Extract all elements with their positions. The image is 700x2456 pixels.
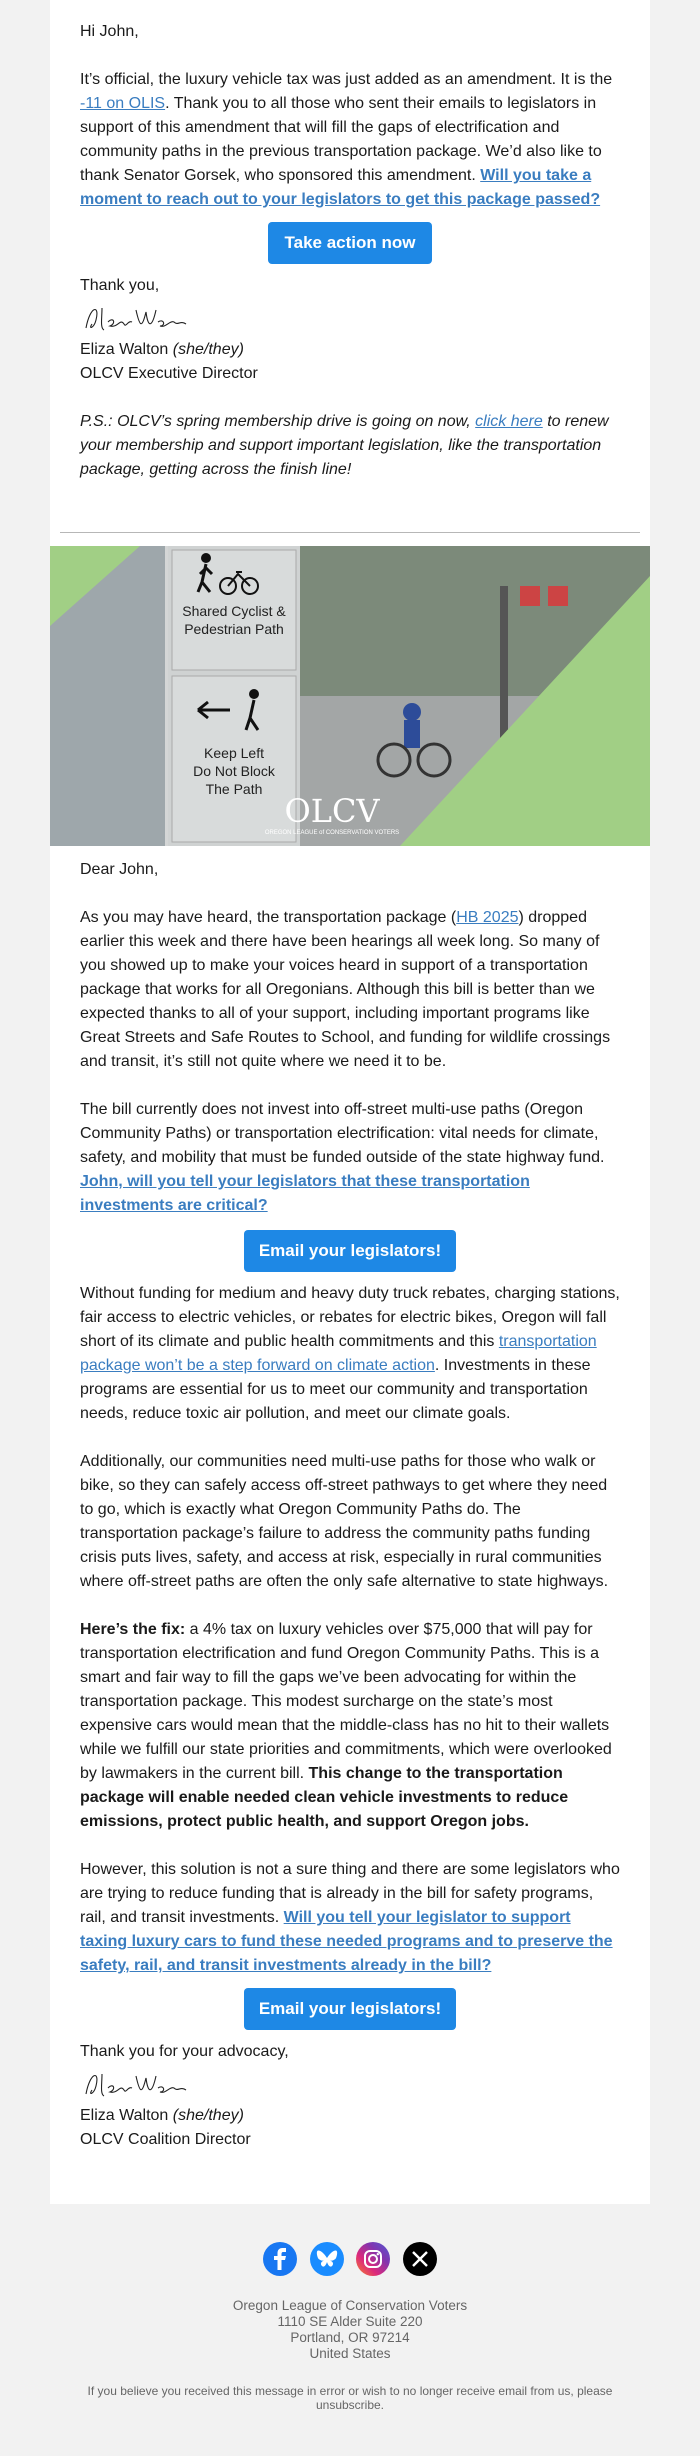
svg-text:The Path: The Path [205, 781, 263, 797]
olcv-logo: OLCV [284, 792, 380, 830]
ps-paragraph: P.S.: OLCV’s spring membership drive is going on now, click here to renew your membership and support important legislation, like the transportation package, getting across the finish line! [80, 413, 609, 478]
svg-text:Keep Left: Keep Left [204, 745, 264, 761]
support-tax-link[interactable]: Will you tell your legislator to support taxing luxury cars to fund these needed programs and to preserve the safety, rail, and transit investments already in the bill? [80, 1909, 613, 1974]
signer-name: Eliza Walton [80, 341, 169, 358]
climate-action-link[interactable]: transportation package won’t be a step forward on climate action [80, 1333, 597, 1374]
address-street: 1110 SE Alder Suite 220 [277, 2314, 423, 2329]
olis-link[interactable]: -11 on OLIS [80, 95, 166, 112]
membership-link[interactable]: click here [475, 413, 543, 430]
amendment-paragraph: It’s official, the luxury vehicle tax was just added as an amendment. It is the -11 on OLIS. Thank you to all those who sent their emails to legislators in support of this amendment that will fill the gaps of electrification and community paths in the previous transportation package. We’d also like to thank Senator Gorsek, who sponsored this amendment. Will you take a moment to reach out to your legislators to get this package passed? [80, 71, 613, 208]
svg-text:Do Not Block: Do Not Block [193, 763, 275, 779]
unsubscribe-text[interactable]: If you believe you received this message in error or wish to no longer receive email from us, please unsubscribe. [87, 2384, 613, 2412]
hero-illustration [50, 546, 650, 846]
signer-line [80, 2104, 620, 2128]
greeting: Hi John, [80, 23, 139, 40]
org-name: Oregon League of Conservation Voters [232, 2298, 468, 2313]
signer-name: Eliza Walton [80, 2107, 169, 2124]
tell-legislators-link[interactable]: John, will you tell your legislators that these transportation investments are critical? [80, 1173, 530, 1214]
reach-out-link[interactable]: Will you take a moment to reach out to your legislators to get this package passed? [80, 167, 601, 208]
address-country: United States [309, 2346, 391, 2361]
svg-text:Shared Cyclist &: Shared Cyclist & [182, 603, 286, 619]
signature-image [80, 298, 200, 338]
svg-text:Pedestrian Path: Pedestrian Path [184, 621, 284, 637]
solution-paragraph: However, this solution is not a sure thing and there are some legislators who are trying to reduce funding that is already in the bill for safety programs, rail, and transit investments. Will you tell your legislator to support taxing luxury cars to fund these needed programs and to preserve the safety, rail, and transit investments already in the bill? [80, 1861, 620, 1974]
fix-paragraph: Here’s the fix: a 4% tax on luxury vehicles over $75,000 that will pay for transportation electrification and fund Oregon Community Paths. This is a smart and fair way to fill the gaps we’ve been advocating for within the transportation package. This modest surcharge on the state’s most expensive cars would mean that the middle-class has no hit to their wallets while we fulfill our state priorities and commitments, which were overlooked by lawmakers in the current bill. This change to the transportation package will enable needed clean vehicle investments to reduce emissions, protect public health, and support Oregon jobs. [80, 1621, 612, 1830]
facebook-icon[interactable] [263, 2242, 297, 2276]
signature-image [80, 2064, 200, 2104]
divider [60, 532, 640, 533]
hero-image [50, 546, 650, 846]
address-city: Portland, OR 97214 [290, 2330, 410, 2345]
signer-pronouns: (she/they) [172, 341, 244, 358]
x-icon[interactable] [403, 2242, 437, 2276]
instagram-icon[interactable] [356, 2242, 390, 2276]
svg-text:OREGON LEAGUE of CONSERVATION: OREGON LEAGUE of CONSERVATION VOTERS [264, 830, 400, 836]
email-legislators-button-2[interactable]: Email your legislators! [244, 1988, 456, 2030]
hb2025-link[interactable]: HB 2025 [456, 909, 519, 926]
email-card-transportation [50, 536, 650, 2204]
package-paragraph: As you may have heard, the transportation package (HB 2025) dropped earlier this week and there have been hearings all week long. So many of you showed up to make your voices heard in support of a transportation package that works for all Oregonians. Although this bill is better than we expected thanks to all of your support, including important programs like Great Streets and Safe Routes to School, and funding for wildlife crossings and transit, it’s still not quite where we need it to be. [80, 909, 611, 1070]
thank-you-text: Thank you for your advocacy, [80, 2043, 289, 2060]
paths-paragraph: The bill currently does not invest into off-street multi-use paths (Oregon Community Paths) or transportation electrification: vital needs for climate, safety, and mobility that must be funded outside of the state highway fund. John, will you tell your legislators that these transportation investments are critical? [80, 1101, 605, 1214]
signer-pronouns: (she/they) [172, 2107, 244, 2124]
social-links [263, 2242, 437, 2278]
thank-you-text: Thank you, [80, 277, 160, 294]
bluesky-icon[interactable] [310, 2242, 344, 2276]
footer-address [0, 2298, 700, 2362]
climate-paragraph: Without funding for medium and heavy duty truck rebates, charging stations, fair access to electric vehicles, or rebates for electric bikes, Oregon will fall short of its climate and public health commitments and this transportation package won’t be a step forward on climate action. Investments in these programs are essential for us to meet our community and transportation needs, reduce toxic air pollution, and meet our climate goals. [80, 1285, 620, 1422]
email-legislators-button[interactable]: Email your legislators! [244, 1230, 456, 1272]
email-card-update [50, 0, 650, 536]
community-paths-paragraph: Additionally, our communities need multi-use paths for those who walk or bike, so they can safely access off-street pathways to get where they need to go, which is exactly what Oregon Community Paths do. The transportation package’s failure to address the community paths funding crisis puts lives, safety, and access at risk, especially in rural communities where off-street paths are often the only safe alternative to state highways. [80, 1453, 609, 1590]
signer-title: OLCV Executive Director [80, 365, 258, 382]
signer-title: OLCV Coalition Director [80, 2131, 251, 2148]
greeting: Dear John, [80, 861, 159, 878]
signer-line [80, 338, 620, 362]
take-action-button[interactable]: Take action now [268, 222, 432, 264]
